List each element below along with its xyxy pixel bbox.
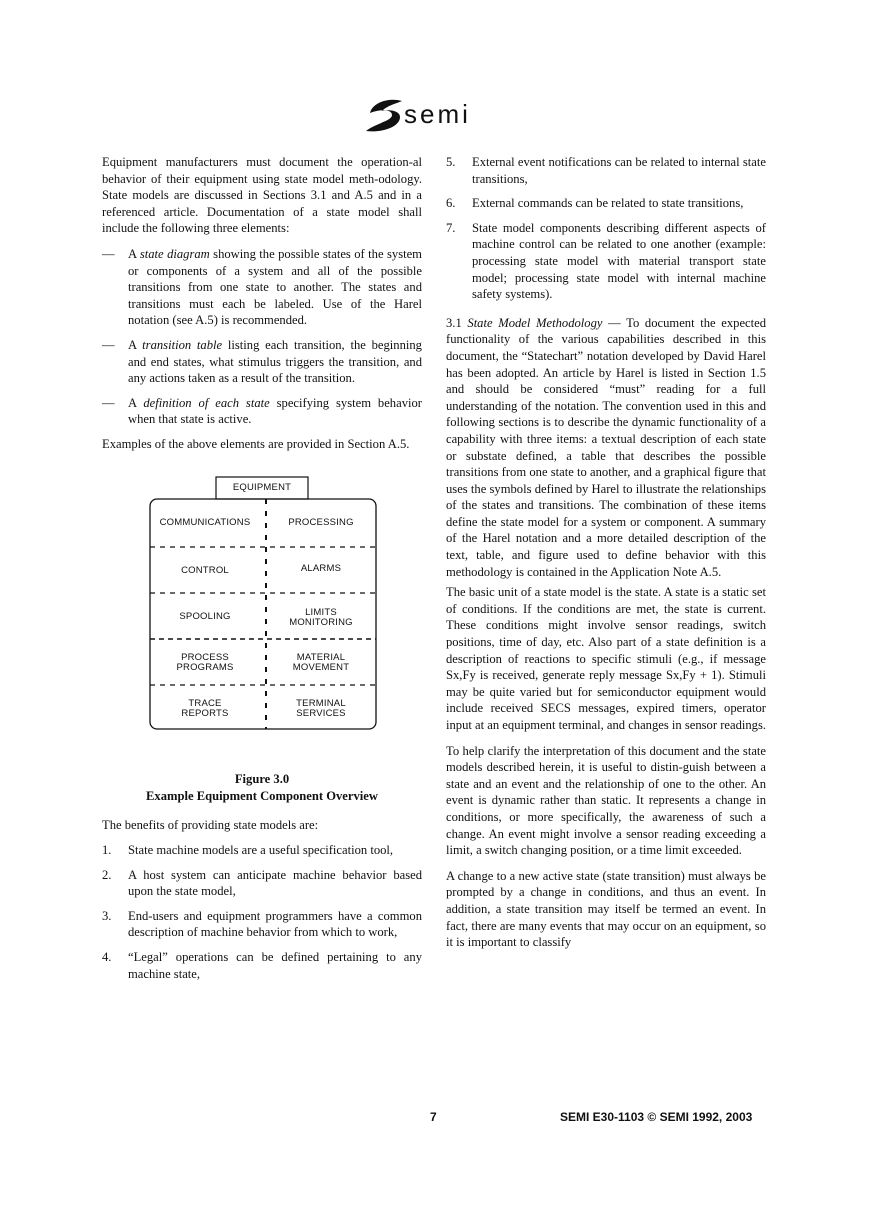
diagram-cell-limits-monitoring: LIMITS MONITORING	[289, 606, 353, 628]
semi-logo-wordmark: semi	[404, 99, 471, 129]
equipment-component-diagram	[102, 475, 422, 737]
section-text: — To document the expected functionality of the various capabilities described in this document, the “Statechart” notation developed by David Harel has been adopted. An article by Harel is listed in Section 1.5 and should be considered “must” reading for a full understanding of the notation. The convention used in this and following sections is to describe the dynamic functionality of a capability with three items: a textual description of each state or substate defined, a table that describes the possible transitions from one state to another, and a graphical figure that uses the symbols defined by Harel to illustrate the relationships of the states and transitions. The combination of these items define the state model for a system or component. A summary of the Harel notation and a more detailed description of the text, table, and figure used to define behavior with this methodology is contained in the Application Note A.5.	[446, 315, 767, 579]
left-column	[102, 154, 422, 990]
list-item	[102, 949, 422, 982]
page-number: 7	[430, 1110, 437, 1124]
list-number: 6.	[446, 196, 456, 211]
list-item-text: listing each transition, the beginning and end states, what stimulus triggers the transition, and any actions taken as a result of the transition.	[128, 337, 422, 386]
list-number: 1.	[102, 843, 112, 858]
list-item-term: transition table	[142, 337, 223, 352]
list-item-prefix: A	[128, 395, 144, 410]
figure-number: Figure 3.0	[234, 771, 290, 786]
list-item	[102, 867, 422, 900]
diagram-cell-process-programs: PROCESS PROGRAMS	[176, 651, 234, 673]
benefits-intro: The benefits of providing state models are:	[102, 817, 319, 832]
dash-marker: —	[102, 246, 115, 261]
intro-paragraph: Equipment manufacturers must document the operation-al behavior of their equipment using state model meth-odology. State models are discussed in Sections 3.1 and A.5 and in a referenced article. Documentation of a state model shall include the following three elements:	[102, 155, 422, 236]
list-item	[102, 908, 422, 941]
diagram-cell-terminal-services: TERMINAL SERVICES	[296, 697, 346, 719]
list-item	[102, 246, 422, 329]
diagram-frame	[102, 475, 422, 737]
dash-marker: —	[102, 337, 115, 352]
figure-title: Example Equipment Component Overview	[146, 788, 378, 803]
list-item-text: External commands can be related to state transitions,	[472, 196, 744, 211]
semi-logo	[362, 97, 512, 137]
figure-caption	[102, 771, 422, 805]
dash-marker: —	[102, 395, 115, 410]
list-item-text: State machine models are a useful specification tool,	[128, 843, 394, 858]
list-number: 4.	[102, 950, 112, 965]
right-column	[446, 154, 766, 960]
semi-logo-mark-icon	[362, 97, 406, 135]
list-item-text: showing the possible states of the system or components of a system and all of the possible transitions from one state to another. The states and transitions must each be labeled. Use of the Harel notation (see A.5) is recommended.	[128, 246, 422, 328]
list-number: 2.	[102, 867, 112, 882]
list-item-text: End-users and equipment programmers have a common description of machine behavior from which to work,	[128, 908, 422, 940]
list-item	[446, 195, 766, 212]
list-item-text: State model components describing different aspects of machine control can be related to one another (example: processing state model with material transport state model; processing state model with internal machine safety systems).	[472, 220, 766, 302]
list-number: 3.	[102, 908, 112, 923]
list-number: 5.	[446, 155, 456, 169]
list-number: 7.	[446, 220, 456, 235]
list-item-prefix: A	[128, 246, 140, 261]
list-item-text: “Legal” operations can be defined pertaining to any machine state,	[128, 950, 422, 981]
section-title: State Model Methodology	[467, 315, 603, 330]
diagram-cell-trace-reports: TRACE REPORTS	[181, 697, 229, 719]
equipment-label: EQUIPMENT	[232, 481, 292, 493]
section-3-1-paragraph	[446, 315, 766, 581]
list-item-text: specifying system behavior when that state is active.	[128, 395, 422, 427]
list-item-term: definition of each state	[143, 395, 270, 410]
list-item	[446, 220, 766, 303]
examples-paragraph: Examples of the above elements are provided in Section A.5.	[102, 436, 410, 451]
list-item-text: External event notifications can be related to internal state transitions,	[472, 155, 766, 186]
footer-copyright: SEMI E30-1103 © SEMI 1992, 2003	[560, 1110, 753, 1124]
list-item	[102, 395, 422, 428]
body-paragraph: The basic unit of a state model is the state. A state is a static set of conditions. If the conditions are met, the state is current. These conditions might involve sensor readings, switch positions, time of day, etc. Also part of a state definition is a description of reactions to specific stimuli (e.g., if message Sx,Fy is received, generate reply message Sx,Fy + 1). Stimuli may be quite varied but for semiconductor equipment would include received SECS messages, expired timers, operator input at an equipment terminal, and changes in sensor readings.	[446, 585, 767, 732]
diagram-cell-spooling: SPOOLING	[179, 610, 231, 622]
section-number: 3.1	[446, 315, 468, 330]
list-item-prefix: A	[128, 337, 143, 352]
diagram-cell-processing: PROCESSING	[288, 516, 354, 528]
diagram-cell-material-movement: MATERIAL MOVEMENT	[292, 651, 350, 673]
body-paragraph: A change to a new active state (state transition) must always be prompted by a change in conditions, and thus an event. In addition, a state transition may itself be termed an event. In fact, there are many events that may occur on an equipment, so it is important to classify	[446, 868, 766, 950]
diagram-cell-alarms: ALARMS	[300, 562, 342, 574]
diagram-cell-communications: COMMUNICATIONS	[159, 516, 251, 528]
list-item	[446, 154, 766, 187]
diagram-cell-control: CONTROL	[181, 564, 229, 576]
list-item	[102, 337, 422, 387]
list-item-text: A host system can anticipate machine behavior based upon the state model,	[128, 867, 422, 899]
body-paragraph: To help clarify the interpretation of this document and the state models described herein, it is useful to distin-guish between a state and an event and the relationship of one to the other. An event is dynamic rather than static. It represents a change in conditions, or more specifically, the awareness of such a change. An event might involve a sensor reading exceeding a limit, a switch changing position, or a time limit exceeded.	[446, 743, 766, 858]
list-item-term: state diagram	[139, 246, 210, 261]
list-item	[102, 842, 422, 859]
